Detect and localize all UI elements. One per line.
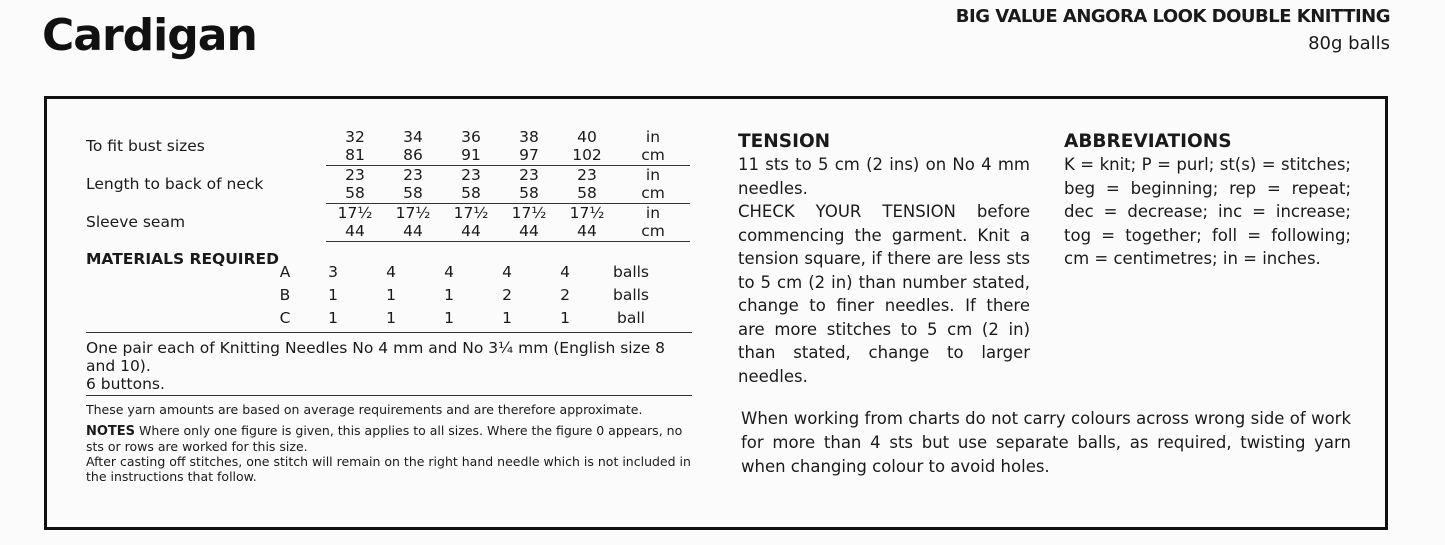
yarn-letter: B (279, 285, 291, 304)
size-value: 17½ (453, 204, 489, 222)
size-row (86, 204, 690, 223)
size-value: 40 (577, 128, 597, 146)
ball-count: 1 (328, 285, 338, 304)
pattern-title: Cardigan (42, 10, 257, 61)
unit-cell: in (645, 128, 661, 146)
ball-count: 1 (502, 308, 512, 327)
size-value: 58 (384, 184, 442, 204)
size-value: 36 (461, 128, 481, 146)
size-value: 86 (384, 146, 442, 166)
unit-cell: cm (616, 222, 690, 242)
notes-text: Where only one figure is given, this applies to all sizes. Where the figure 0 appears, no sts or rows are worked for this size. (86, 423, 683, 454)
material-row (266, 283, 668, 306)
ball-count: 1 (444, 308, 454, 327)
size-value: 17½ (395, 204, 431, 222)
unit-cell: balls (612, 262, 650, 281)
ball-count: 2 (560, 285, 570, 304)
unit-cell: in (645, 166, 661, 184)
size-label: To fit bust sizes (86, 137, 205, 155)
size-value: 44 (500, 222, 558, 242)
size-value: 23 (403, 166, 423, 184)
materials-section (86, 250, 692, 333)
abbreviations-text: K = knit; P = purl; st(s) = stitches; beg = beginning; rep = repeat; dec = decrease; inc = increase; tog = together; foll = following; cm = centimetres; in = inches. (1064, 155, 1351, 268)
unit-cell: cm (616, 184, 690, 204)
size-value: 58 (442, 184, 500, 204)
ball-count: 4 (560, 262, 570, 281)
general-note (86, 423, 692, 454)
tension-section (738, 131, 1030, 388)
size-value: 23 (519, 166, 539, 184)
materials-table (266, 260, 668, 329)
size-value: 23 (461, 166, 481, 184)
size-value: 58 (326, 184, 384, 204)
size-row (86, 166, 690, 185)
ball-count: 4 (444, 262, 454, 281)
notes-section (86, 396, 692, 484)
size-value: 58 (558, 184, 616, 204)
charts-note: When working from charts do not carry colours across wrong side of work for more than 4 sts but use separate balls, as required, twisting yarn when changing colour to avoid holes. (741, 409, 1351, 476)
ball-count: 2 (502, 285, 512, 304)
size-value: 81 (326, 146, 384, 166)
yarn-letter: C (279, 308, 291, 327)
size-value: 102 (558, 146, 616, 166)
tension-heading: TENSION (738, 131, 831, 152)
yarn-name: BIG VALUE ANGORA LOOK DOUBLE KNITTING (955, 6, 1390, 27)
needles-text: One pair each of Knitting Needles No 4 mm and No 3¼ mm (English size 8 and 10). (86, 339, 666, 375)
abbreviations-section (1064, 131, 1351, 271)
ball-count: 1 (560, 308, 570, 327)
size-label: Sleeve seam (86, 212, 186, 231)
material-row (266, 306, 668, 329)
size-value: 44 (558, 222, 616, 242)
size-row (86, 128, 690, 146)
ball-count: 3 (328, 262, 338, 281)
needles-info (86, 333, 692, 396)
ball-count: 4 (386, 262, 396, 281)
ball-count: 1 (386, 308, 396, 327)
size-value: 97 (500, 146, 558, 166)
notes-label: NOTES (86, 424, 136, 439)
ball-count: 1 (386, 285, 396, 304)
size-value: 58 (500, 184, 558, 204)
tension-line2: CHECK YOUR TENSION before commencing the garment. Knit a tension square, if there are less sts to 5 cm (2 in) than number stated, change to finer needles. If there are more stitches to 5 cm (2 in) than stated, change to larger needles. (738, 202, 1030, 386)
unit-cell: in (645, 204, 661, 222)
yarn-letter: A (279, 262, 291, 281)
amounts-note: These yarn amounts are based on average requirements and are therefore approximate. (86, 402, 643, 417)
materials-title: MATERIALS REQUIRED (86, 250, 279, 268)
size-value: 38 (519, 128, 539, 146)
unit-cell: ball (617, 308, 645, 327)
ball-count: 1 (444, 285, 454, 304)
tension-line1: 11 sts to 5 cm (2 ins) on No 4 mm needles. (738, 155, 1030, 198)
size-value: 44 (384, 222, 442, 242)
measurements-column (86, 128, 692, 484)
size-value: 32 (345, 128, 365, 146)
size-value: 44 (442, 222, 500, 242)
unit-cell: cm (616, 146, 690, 166)
size-label: Length to back of neck (86, 174, 264, 193)
buttons-text: 6 buttons. (86, 375, 165, 393)
size-value: 23 (577, 166, 597, 184)
abbreviations-heading: ABBREVIATIONS (1064, 131, 1232, 152)
size-value: 17½ (337, 204, 373, 222)
size-table (86, 128, 690, 242)
size-value: 34 (403, 128, 423, 146)
yarn-weight: 80g balls (1308, 33, 1390, 54)
size-value: 17½ (569, 204, 605, 222)
yarn-info (956, 6, 1390, 54)
size-value: 44 (326, 222, 384, 242)
size-value: 23 (345, 166, 365, 184)
size-value: 17½ (511, 204, 547, 222)
casting-note: After casting off stitches, one stitch will remain on the right hand needle which is not included in the instructions that follow. (86, 454, 691, 484)
size-value: 91 (442, 146, 500, 166)
ball-count: 1 (328, 308, 338, 327)
material-row (266, 260, 668, 283)
unit-cell: balls (612, 285, 650, 304)
ball-count: 4 (502, 262, 512, 281)
